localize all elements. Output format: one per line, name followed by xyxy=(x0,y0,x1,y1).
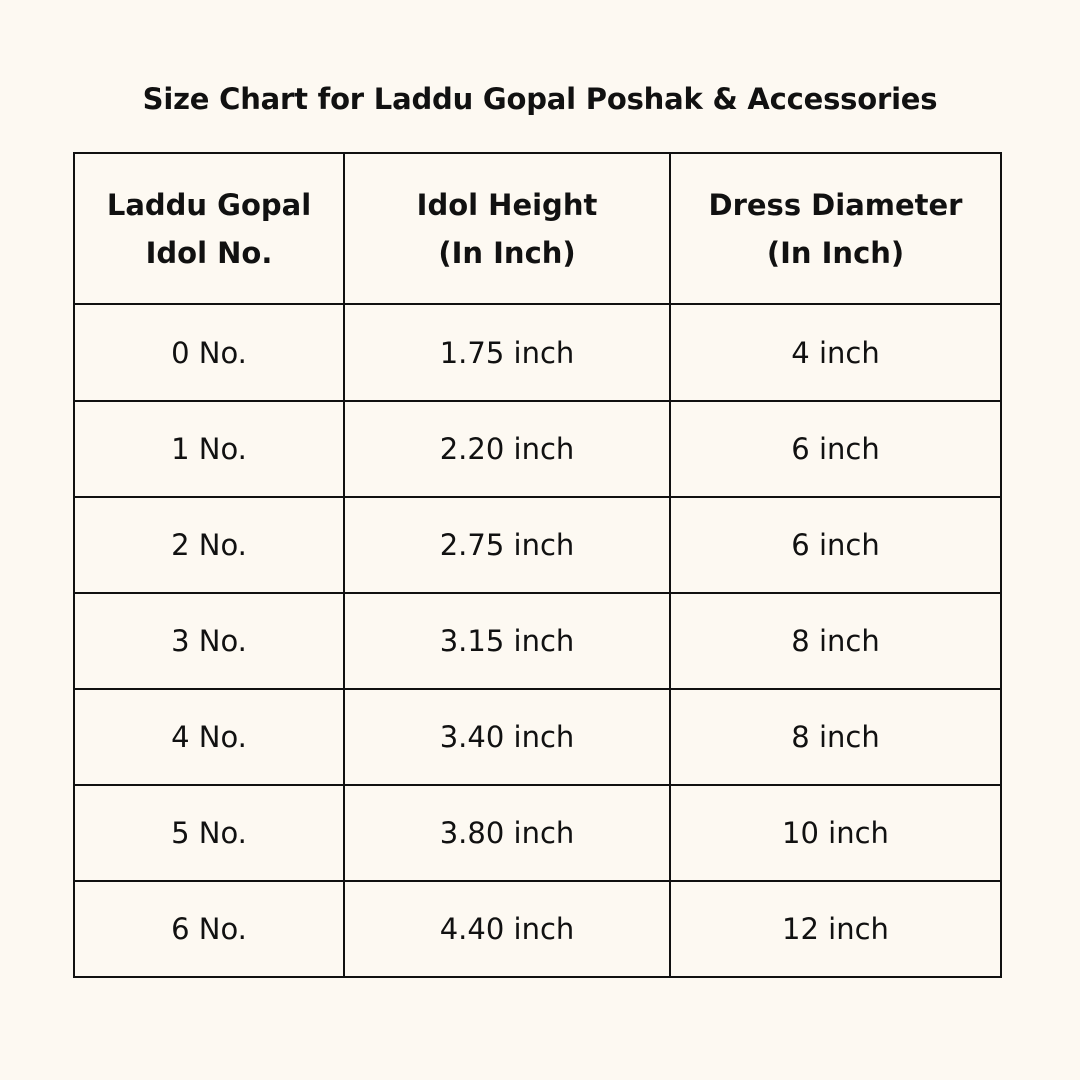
header-label-line: Idol No. xyxy=(145,235,273,270)
header-idol-height xyxy=(344,153,670,304)
cell-idol-height: 2.75 inch xyxy=(344,497,670,593)
table-row xyxy=(74,881,1001,977)
cell-dress-diameter: 10 inch xyxy=(670,785,1001,881)
cell-idol-number: 2 No. xyxy=(74,497,344,593)
cell-idol-number: 5 No. xyxy=(74,785,344,881)
header-label-line: Idol Height xyxy=(416,187,598,222)
cell-idol-height: 2.20 inch xyxy=(344,401,670,497)
header-dress-diameter xyxy=(670,153,1001,304)
cell-idol-height: 4.40 inch xyxy=(344,881,670,977)
cell-idol-number: 4 No. xyxy=(74,689,344,785)
cell-idol-height: 1.75 inch xyxy=(344,304,670,401)
table-row xyxy=(74,401,1001,497)
cell-dress-diameter: 6 inch xyxy=(670,497,1001,593)
cell-idol-height: 3.15 inch xyxy=(344,593,670,689)
cell-idol-number: 1 No. xyxy=(74,401,344,497)
cell-dress-diameter: 8 inch xyxy=(670,593,1001,689)
table-row xyxy=(74,304,1001,401)
header-label-line: Dress Diameter xyxy=(708,187,963,222)
table-body xyxy=(74,304,1001,977)
page-title: Size Chart for Laddu Gopal Poshak & Accessories xyxy=(142,82,938,116)
table-row xyxy=(74,689,1001,785)
header-label-line: (In Inch) xyxy=(438,235,576,270)
table-row xyxy=(74,593,1001,689)
cell-dress-diameter: 8 inch xyxy=(670,689,1001,785)
cell-dress-diameter: 4 inch xyxy=(670,304,1001,401)
cell-idol-height: 3.80 inch xyxy=(344,785,670,881)
cell-dress-diameter: 6 inch xyxy=(670,401,1001,497)
table-row xyxy=(74,497,1001,593)
cell-idol-number: 6 No. xyxy=(74,881,344,977)
cell-dress-diameter: 12 inch xyxy=(670,881,1001,977)
header-label-line: (In Inch) xyxy=(766,235,905,270)
cell-idol-height: 3.40 inch xyxy=(344,689,670,785)
table-header xyxy=(74,153,1001,304)
cell-idol-number: 0 No. xyxy=(74,304,344,401)
size-chart-table xyxy=(73,152,1002,978)
header-label-line: Laddu Gopal xyxy=(106,187,312,222)
cell-idol-number: 3 No. xyxy=(74,593,344,689)
header-row xyxy=(74,153,1001,304)
header-idol-number xyxy=(74,153,344,304)
table-row xyxy=(74,785,1001,881)
